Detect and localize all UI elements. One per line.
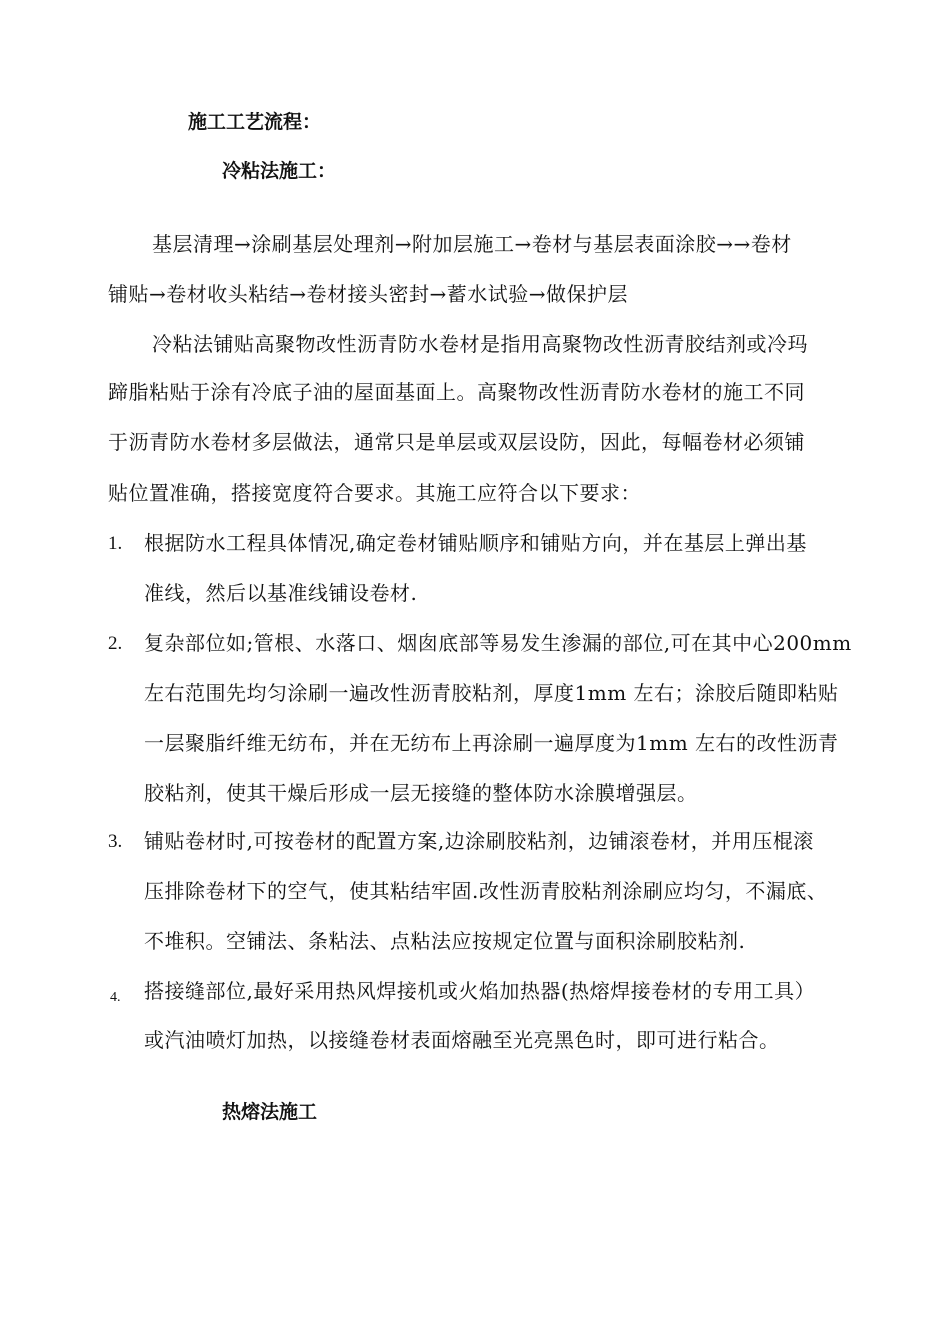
- intro-line-4: 贴位置准确，搭接宽度符合要求。其施工应符合以下要求：: [108, 481, 641, 505]
- intro-line-1: 冷粘法铺贴高聚物改性沥青防水卷材是指用高聚物改性沥青胶结剂或冷玛: [152, 332, 808, 356]
- list-number-4: 4.: [110, 990, 121, 1005]
- list-item-3-line-3: 不堆积。空铺法、条粘法、点粘法应按规定位置与面积涂刷胶粘剂.: [144, 929, 746, 953]
- list-number-3: 3.: [108, 831, 123, 852]
- section-heading-process: 施工工艺流程：: [188, 111, 322, 133]
- list-number-1: 1.: [108, 533, 123, 554]
- list-item-2-line-3: 一层聚脂纤维无纺布，并在无纺布上再涂刷一遍厚度为1mm 左右的改性沥青: [144, 731, 839, 755]
- section-heading-hot: 热熔法施工: [222, 1101, 318, 1123]
- list-item-2-line-1: 复杂部位如;管根、水落口、烟囱底部等易发生渗漏的部位,可在其中心200mm: [144, 631, 852, 655]
- list-number-2: 2.: [108, 633, 123, 654]
- list-item-4-line-2: 或汽油喷灯加热，以接缝卷材表面熔融至光亮黑色时，即可进行粘合。: [144, 1028, 780, 1052]
- list-item-2-line-4: 胶粘剂，使其干燥后形成一层无接缝的整体防水涂膜增强层。: [144, 781, 698, 805]
- section-heading-cold: 冷粘法施工：: [222, 160, 337, 182]
- intro-line-3: 于沥青防水卷材多层做法，通常只是单层或双层设防，因此，每幅卷材必须铺: [108, 430, 805, 454]
- list-item-4-line-1: 搭接缝部位,最好采用热风焊接机或火焰加热器(热熔焊接卷材的专用工具）: [144, 979, 816, 1003]
- flow-line-2: 铺贴→卷材收头粘结→卷材接头密封→蓄水试验→做保护层: [108, 282, 629, 306]
- list-item-3-line-2: 压排除卷材下的空气，使其粘结牢固.改性沥青胶粘剂涂刷应均匀，不漏底、: [144, 879, 828, 903]
- list-item-1-line-1: 根据防水工程具体情况,确定卷材铺贴顺序和铺贴方向，并在基层上弹出基: [144, 531, 807, 555]
- list-item-1-line-2: 准线，然后以基准线铺设卷材.: [144, 581, 418, 605]
- intro-line-2: 蹄脂粘贴于涂有冷底子油的屋面基面上。高聚物改性沥青防水卷材的施工不同: [108, 380, 805, 404]
- list-item-3-line-1: 铺贴卷材时,可按卷材的配置方案,边涂刷胶粘剂，边铺滚卷材，并用压棍滚: [144, 829, 814, 853]
- flow-line-1: 基层清理→涂刷基层处理剂→附加层施工→卷材与基层表面涂胶→→卷材: [152, 232, 792, 256]
- list-item-2-line-2: 左右范围先均匀涂刷一遍改性沥青胶粘剂，厚度1mm 左右；涂胶后随即粘贴: [144, 681, 839, 705]
